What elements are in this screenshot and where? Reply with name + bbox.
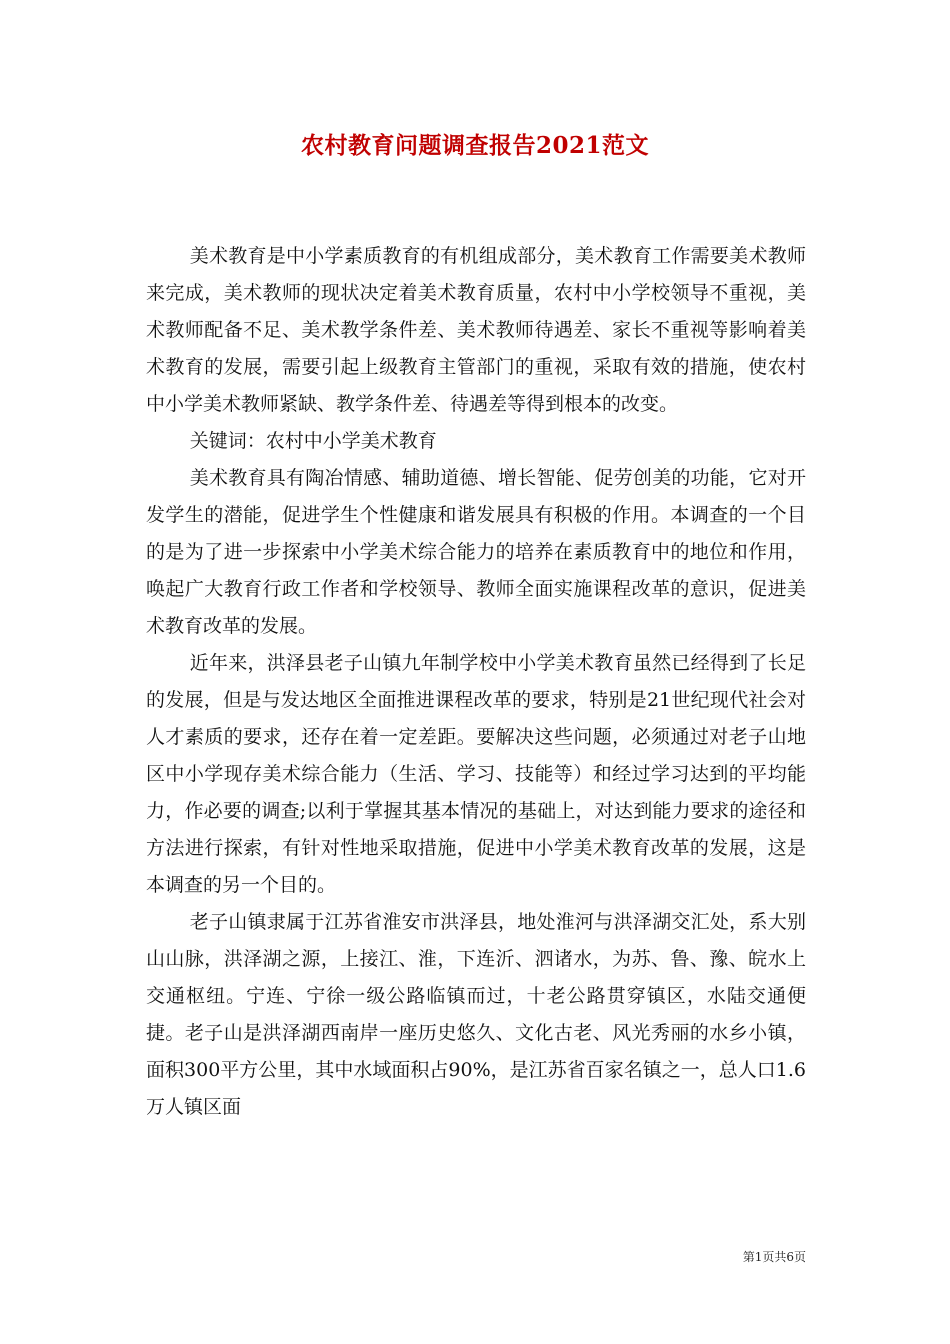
page-number: 第1页共6页 — [742, 1250, 806, 1264]
paragraph-location: 老子山镇隶属于江苏省淮安市洪泽县，地处淮河与洪泽湖交汇处，系大别山山脉，洪泽湖之源，上接江、淮，下连沂、泗诸水，为苏、鲁、豫、皖水上交通枢纽。宁连、宁徐一级公路临镇而过，十老公路贯穿镇区，水陆交通便捷。老子山是洪泽湖西南岸一座历史悠久、文化古老、风光秀丽的水乡小镇，面积300平方公里，其中水域面积占90%，是江苏省百家名镇之一，总人口1.6万人镇区面 — [146, 911, 806, 1118]
paragraph-purpose: 美术教育具有陶冶情感、辅助道德、增长智能、促劳创美的功能，它对开发学生的潜能，促进学生个性健康和谐发展具有积极的作用。本调查的一个目的是为了进一步探索中小学美术综合能力的培养在素质教育中的地位和作用，唤起广大教育行政工作者和学校领导、教师全面实施课程改革的意识，促进美术教育改革的发展。 — [146, 467, 806, 637]
paragraph-background: 近年来，洪泽县老子山镇九年制学校中小学美术教育虽然已经得到了长足的发展，但是与发达地区全面推进课程改革的要求，特别是21世纪现代社会对人才素质的要求，还存在着一定差距。要解决这些问题，必须通过对老子山地区中小学现存美术综合能力（生活、学习、技能等）和经过学习达到的平均能力，作必要的调查;以利于掌握其基本情况的基础上，对达到能力要求的途径和方法进行探索，有针对性地采取措施，促进中小学美术教育改革的发展，这是本调查的另一个目的。 — [146, 652, 806, 896]
document-body — [146, 238, 806, 1126]
paragraph-keywords: 关键词：农村中小学美术教育 — [189, 430, 437, 452]
paragraph-abstract: 美术教育是中小学素质教育的有机组成部分，美术教育工作需要美术教师来完成，美术教师的现状决定着美术教育质量，农村中小学校领导不重视，美术教师配备不足、美术教学条件差、美术教师待遇差、家长不重视等影响着美术教育的发展，需要引起上级教育主管部门的重视，采取有效的措施，使农村中小学美术教师紧缺、教学条件差、待遇差等得到根本的改变。 — [146, 245, 806, 415]
document-title: 农村教育问题调查报告2021范文 — [300, 132, 649, 159]
